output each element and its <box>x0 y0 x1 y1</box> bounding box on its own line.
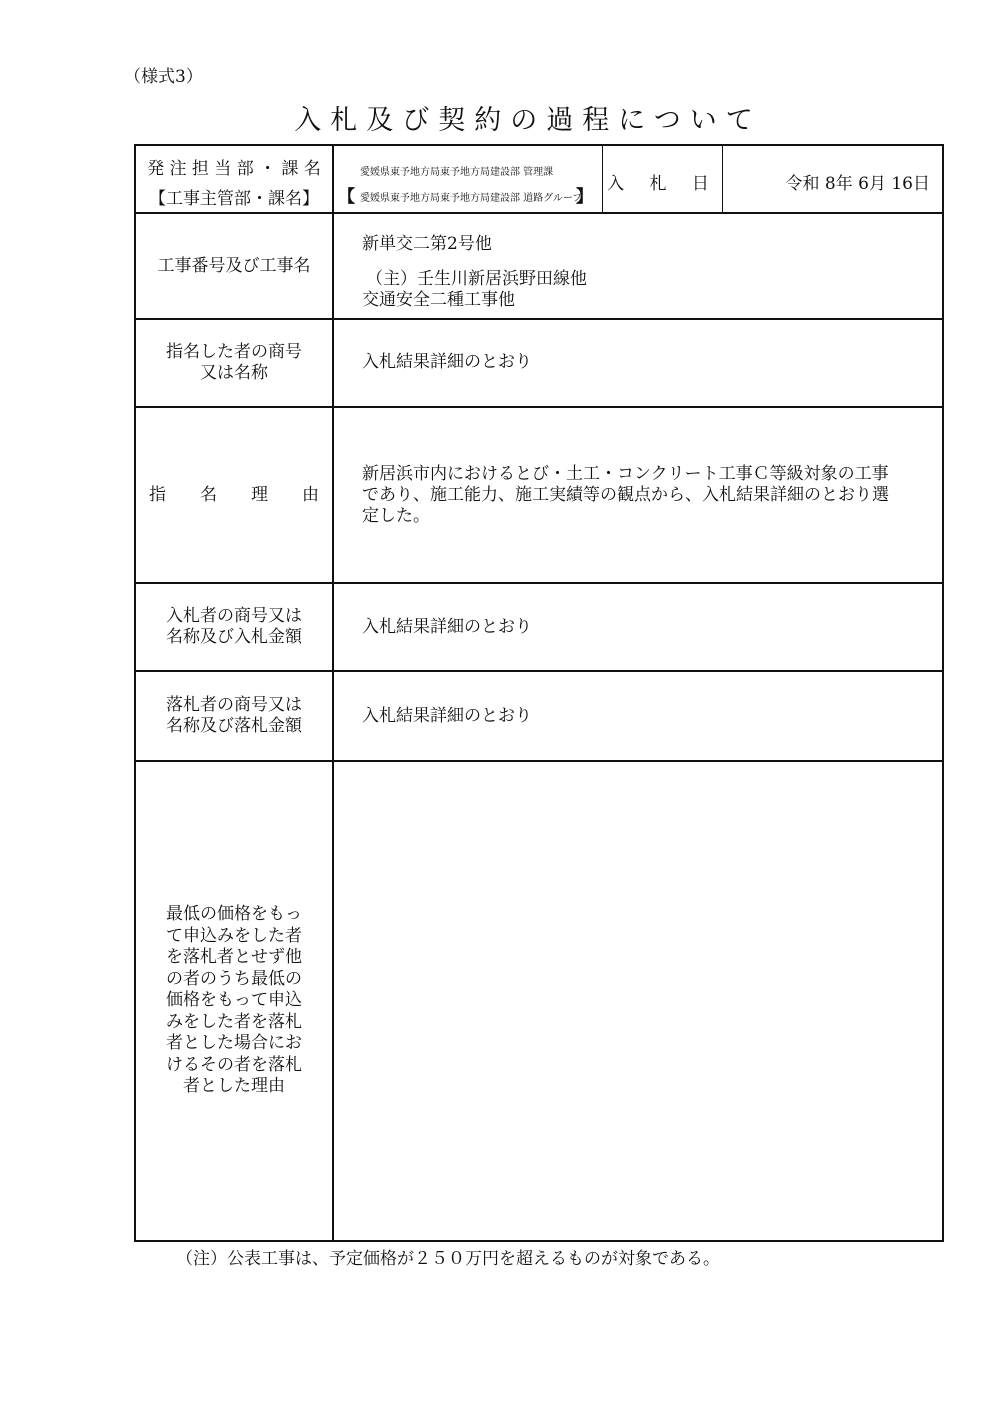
form-number-label: （様式3） <box>124 67 203 87</box>
divider <box>722 146 723 212</box>
divider <box>602 146 603 212</box>
bracket-close: 】 <box>576 187 593 207</box>
work-name-line1: （主）壬生川新居浜野田線他 <box>366 269 587 289</box>
work-name-line2: 交通安全二種工事他 <box>362 290 515 310</box>
nominees-label: 指名した者の商号 又は名称 <box>166 342 302 383</box>
winner-value: 入札結果詳細のとおり <box>362 706 532 726</box>
dept-label-line1: 発 注 担 当 部 ・ 課 名 <box>147 159 321 179</box>
document-title: 入札及び契約の過程について <box>294 105 762 136</box>
footnote: （注）公表工事は、予定価格が２５０万円を超えるものが対象である。 <box>176 1249 720 1269</box>
nominees-value: 入札結果詳細のとおり <box>362 352 532 372</box>
reason-value: 新居浜市内におけるとび・土工・コンクリート工事Ｃ等級対象の工事 であり、施工能力、施工実績等の観点から、入札結果詳細のとおり選 定した。 <box>362 464 889 526</box>
dept-value-line1: 愛媛県東予地方局東予地方局建設部 管理課 <box>360 167 554 178</box>
bracket-open: 【 <box>338 187 355 207</box>
reason-label: 指 名 理 由 <box>149 484 319 505</box>
divider <box>332 146 334 212</box>
column-divider <box>332 214 334 1240</box>
bidders-value: 入札結果詳細のとおり <box>362 617 532 637</box>
work-label: 工事番号及び工事名 <box>157 255 311 276</box>
bidders-label: 入札者の商号又は 名称及び入札金額 <box>166 606 302 647</box>
winner-label: 落札者の商号又は 名称及び落札金額 <box>166 695 302 736</box>
dept-label-line2: 【工事主管部・課名】 <box>149 189 319 209</box>
exception-label: 最低の価格をもっ て申込みをした者 を落札者とせず他 の者のうち最低の 価格をもって申込 みをした者を落札 者とした場合にお けるその者を落札 者とした理由 <box>166 904 302 1097</box>
bid-date-value: 令和 8年 6月 16日 <box>785 174 930 194</box>
bid-date-label: 入 札 日 <box>607 174 719 194</box>
dept-value-line2: 愛媛県東予地方局東予地方局建設部 道路グループ <box>360 193 583 204</box>
work-number: 新単交二第2号他 <box>362 234 492 254</box>
